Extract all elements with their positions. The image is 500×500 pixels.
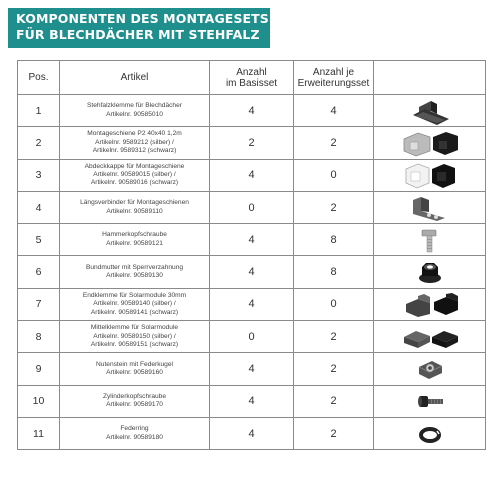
article-text-line: Artikelnr. 90589130 bbox=[106, 272, 163, 280]
column-header-basisset: Anzahl im Basisset bbox=[210, 61, 294, 95]
article-text-line: Montageschiene P2 40x40 1,2m bbox=[87, 130, 182, 138]
column-header-artikel: Artikel bbox=[60, 61, 210, 95]
position-cell: 5 bbox=[18, 224, 60, 256]
position-cell: 11 bbox=[18, 417, 60, 449]
product-image-cell bbox=[374, 191, 486, 223]
article-text-line: Stehfalzklemme für Blechdächer bbox=[87, 102, 182, 110]
position-cell: 3 bbox=[18, 159, 60, 191]
article-text-line: Abdeckkappe für Montageschiene bbox=[84, 162, 185, 170]
table-row bbox=[18, 95, 486, 127]
basisset-quantity-cell: 0 bbox=[210, 321, 294, 353]
hammer-head-bolt-icon bbox=[374, 226, 485, 254]
product-image-cell bbox=[374, 288, 486, 320]
article-cell bbox=[60, 288, 210, 320]
table-row bbox=[18, 321, 486, 353]
basisset-quantity-cell: 4 bbox=[210, 95, 294, 127]
article-text-line: Mittelklemme für Solarmodule bbox=[90, 324, 179, 332]
erweiterungsset-quantity-cell: 0 bbox=[294, 288, 374, 320]
page-title bbox=[8, 8, 279, 48]
basisset-quantity-cell: 2 bbox=[210, 127, 294, 159]
product-image-cell bbox=[374, 127, 486, 159]
article-text-line: Artikelnr. 90589110 bbox=[106, 207, 163, 215]
spring-washer-icon bbox=[374, 420, 485, 448]
article-text-line: Endklemme für Solarmodule 30mm bbox=[82, 291, 187, 299]
product-image-cell bbox=[374, 385, 486, 417]
erweiterungsset-quantity-cell: 8 bbox=[294, 224, 374, 256]
article-text-line: Artikelnr. 90589160 bbox=[106, 369, 163, 377]
table-row bbox=[18, 385, 486, 417]
product-image-cell bbox=[374, 159, 486, 191]
erweiterungsset-quantity-cell: 2 bbox=[294, 321, 374, 353]
table-row bbox=[18, 224, 486, 256]
product-image-cell bbox=[374, 417, 486, 449]
position-cell: 7 bbox=[18, 288, 60, 320]
position-cell: 9 bbox=[18, 353, 60, 385]
product-image-cell bbox=[374, 95, 486, 127]
article-text-line: Längsverbinder für Montageschienen bbox=[80, 199, 189, 207]
product-image-cell bbox=[374, 321, 486, 353]
column-header-pos: Pos. bbox=[18, 61, 60, 95]
product-image-cell bbox=[374, 224, 486, 256]
article-text-line: Artikelnr. 90589016 (schwarz) bbox=[90, 179, 179, 187]
erweiterungsset-quantity-cell: 4 bbox=[294, 95, 374, 127]
article-text-line: Artikelnr. 90589170 bbox=[106, 401, 163, 409]
erweiterungsset-quantity-cell: 2 bbox=[294, 385, 374, 417]
table-row bbox=[18, 127, 486, 159]
flange-nut-icon bbox=[374, 258, 485, 286]
article-cell bbox=[60, 256, 210, 288]
basisset-quantity-cell: 4 bbox=[210, 417, 294, 449]
column-header-erweiterungsset: Anzahl je Erweiterungsset bbox=[294, 61, 374, 95]
basisset-quantity-cell: 4 bbox=[210, 288, 294, 320]
article-text-line: Artikelnr. 90585010 bbox=[106, 110, 163, 118]
table-row bbox=[18, 159, 486, 191]
table-row bbox=[18, 256, 486, 288]
end-clamp-icon bbox=[374, 290, 485, 318]
article-text-line: Nutenstein mit Federkugel bbox=[96, 360, 173, 368]
article-text-line: Federring bbox=[120, 425, 149, 433]
table-row bbox=[18, 353, 486, 385]
article-text-line: Artikelnr. 9589312 (schwarz) bbox=[92, 147, 177, 155]
article-cell bbox=[60, 385, 210, 417]
basisset-quantity-cell: 4 bbox=[210, 256, 294, 288]
basisset-quantity-cell: 4 bbox=[210, 353, 294, 385]
position-cell: 2 bbox=[18, 127, 60, 159]
article-text-line: Artikelnr. 90589015 (silber) / bbox=[93, 171, 176, 179]
title-line-2: FÜR BLECHDÄCHER MIT STEHFALZ bbox=[16, 27, 260, 42]
basisset-quantity-cell: 4 bbox=[210, 385, 294, 417]
cylinder-head-screw-icon bbox=[374, 387, 485, 415]
article-text-line: Zylinderkopfschraube bbox=[102, 392, 167, 400]
table-row bbox=[18, 417, 486, 449]
article-text-line: Artikelnr. 90589140 (silber) / bbox=[93, 300, 176, 308]
middle-clamp-icon bbox=[374, 323, 485, 351]
article-text-line: Hammerkopfschraube bbox=[102, 231, 167, 239]
title-line-1: KOMPONENTEN DES MONTAGESETS - bbox=[16, 11, 279, 26]
erweiterungsset-quantity-cell: 0 bbox=[294, 159, 374, 191]
position-cell: 6 bbox=[18, 256, 60, 288]
article-text-line: Artikelnr. 90589141 (schwarz) bbox=[90, 308, 179, 316]
table-header-row bbox=[18, 61, 486, 95]
erweiterungsset-quantity-cell: 2 bbox=[294, 353, 374, 385]
article-text-line: Artikelnr. 90589151 (schwarz) bbox=[90, 340, 179, 348]
position-cell: 10 bbox=[18, 385, 60, 417]
table-row bbox=[18, 288, 486, 320]
slot-nut-icon bbox=[374, 355, 485, 383]
erweiterungsset-quantity-cell: 2 bbox=[294, 127, 374, 159]
table-row bbox=[18, 191, 486, 223]
position-cell: 1 bbox=[18, 95, 60, 127]
erweiterungsset-quantity-cell: 8 bbox=[294, 256, 374, 288]
mounting-rail-icon bbox=[374, 129, 485, 157]
product-image-cell bbox=[374, 353, 486, 385]
column-header-image bbox=[374, 61, 486, 95]
article-cell bbox=[60, 321, 210, 353]
article-text-line: Artikelnr. 90589121 bbox=[106, 239, 163, 247]
basisset-quantity-cell: 0 bbox=[210, 191, 294, 223]
position-cell: 8 bbox=[18, 321, 60, 353]
product-image-cell bbox=[374, 256, 486, 288]
standing-seam-clamp-icon bbox=[374, 97, 485, 125]
article-cell bbox=[60, 224, 210, 256]
basisset-quantity-cell: 4 bbox=[210, 224, 294, 256]
end-cap-icon bbox=[374, 161, 485, 189]
article-cell bbox=[60, 127, 210, 159]
position-cell: 4 bbox=[18, 191, 60, 223]
article-text-line: Bundmutter mit Sperrverzahnung bbox=[85, 263, 184, 271]
erweiterungsset-quantity-cell: 2 bbox=[294, 191, 374, 223]
article-cell bbox=[60, 417, 210, 449]
basisset-quantity-cell: 4 bbox=[210, 159, 294, 191]
components-table bbox=[17, 60, 486, 450]
article-cell bbox=[60, 191, 210, 223]
article-text-line: Artikelnr. 90589150 (silber) / bbox=[93, 332, 176, 340]
article-cell bbox=[60, 159, 210, 191]
article-text-line: Artikelnr. 90589180 bbox=[106, 433, 163, 441]
erweiterungsset-quantity-cell: 2 bbox=[294, 417, 374, 449]
article-cell bbox=[60, 353, 210, 385]
article-cell bbox=[60, 95, 210, 127]
rail-connector-icon bbox=[374, 194, 485, 222]
article-text-line: Artikelnr. 9589212 (silber) / bbox=[95, 138, 174, 146]
